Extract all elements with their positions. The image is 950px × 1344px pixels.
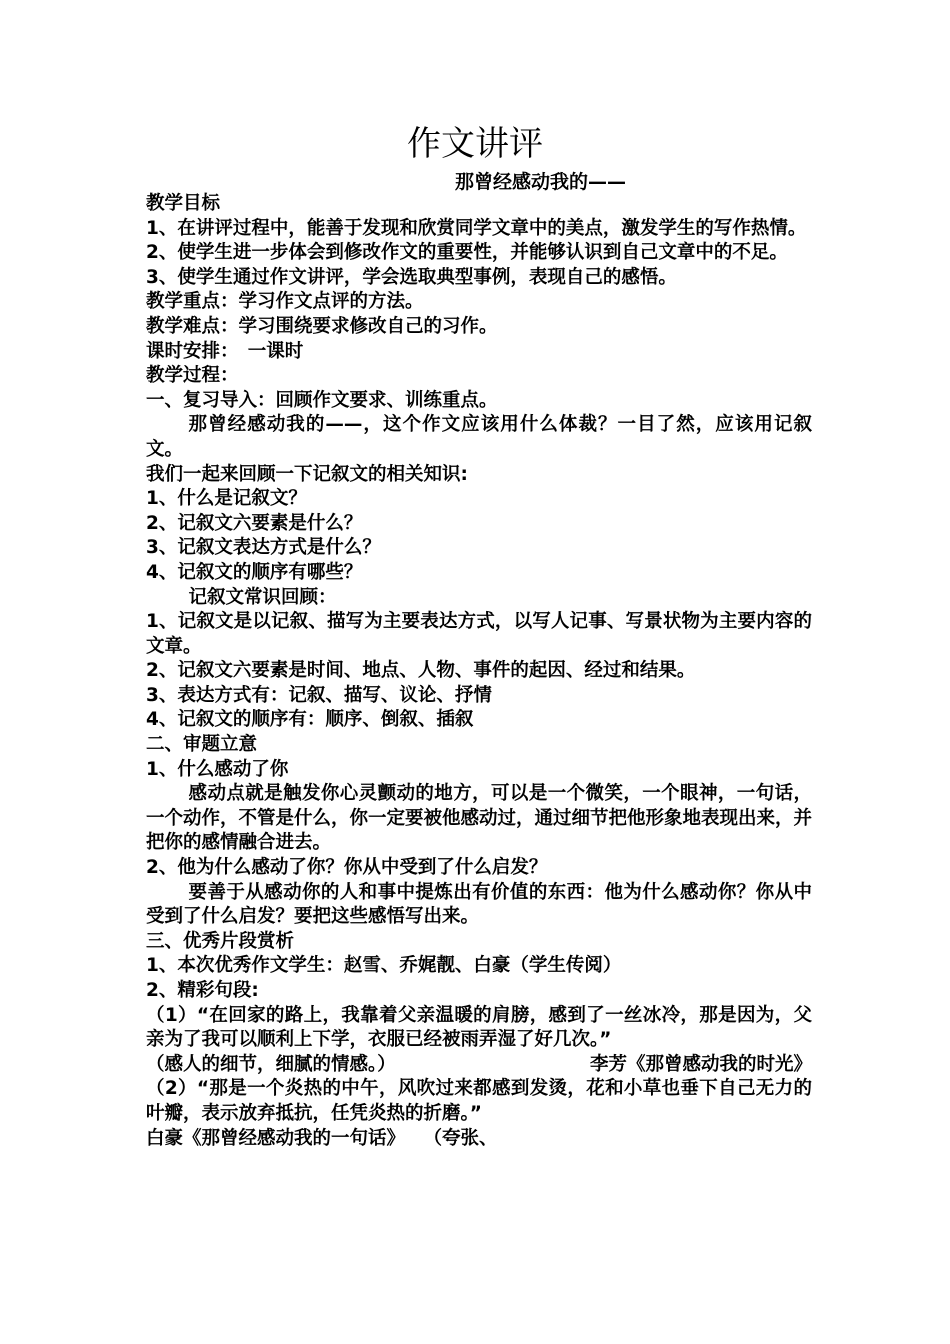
section-heading: 二、审题立意 (146, 734, 258, 756)
list-item: 2、他为什么感动了你？你从中受到了什么启发？ (146, 857, 548, 879)
section-heading: 教学过程： (146, 365, 239, 387)
list-item: 1、本次优秀作文学生：赵雪、乔娓靓、白豪（学生传阅） (146, 955, 622, 977)
list-item: 1、什么是记叙文？ (146, 488, 307, 510)
paragraph: 教学重点：学习作文点评的方法。 (146, 291, 424, 313)
paragraph: 3、使学生通过作文讲评，学会选取典型事例，表现自己的感悟。 (146, 266, 677, 288)
list-item: 3、表达方式有：记叙、描写、议论、抒情 (146, 684, 492, 706)
paragraph: 课时安排： 一课时 (146, 340, 304, 362)
paragraph: 教学难点：学习围绕要求修改自己的习作。 (146, 315, 498, 337)
document-title: 作文讲评 (407, 124, 543, 164)
list-item: 2、记叙文六要素是什么？ (146, 512, 363, 534)
quote: （1）“在回家的路上，我靠着父亲温暖的肩膀，感到了一丝冰冷，那是因为，父亲为了我可以顺利上下学，衣服已经被雨弄湿了好几次。” (146, 1004, 812, 1051)
list-item: 1、记叙文是以记叙、描写为主要表达方式，以写人记事、写景状物为主要内容的文章。 (146, 611, 812, 657)
section-heading: 教学目标 (146, 193, 221, 214)
paragraph: 要善于从感动你的人和事中提炼出有价值的东西：他为什么感动你？你从中受到了什么启发？要把这些感悟写出来。 (146, 881, 812, 928)
paragraph: 1、在讲评过程中，能善于发现和欣赏同学文章中的美点，激发学生的写作热情。 (146, 217, 807, 239)
paragraph: 我们一起来回顾一下记叙文的相关知识: (146, 463, 468, 485)
list-item: 3、记叙文表达方式是什么？ (146, 537, 381, 559)
list-item: 2、记叙文六要素是时间、地点、人物、事件的起因、经过和结果。 (146, 660, 696, 682)
document-body (146, 192, 812, 1151)
section-heading: 三、优秀片段赏析 (146, 930, 295, 952)
list-item: 2、精彩句段: (146, 980, 259, 1001)
list-item: 4、记叙文的顺序有哪些？ (146, 561, 363, 583)
paragraph: 那曾经感动我的——，这个作文应该用什么体裁？一目了然，应该用记叙文。 (146, 414, 812, 460)
section-heading: 一、复习导入：回顾作文要求、训练重点。 (146, 389, 498, 411)
quote-comment-line (146, 1053, 812, 1078)
quote-source: 白豪《那曾经感动我的一句话》 （夸张、 (146, 1127, 498, 1149)
list-item: 4、记叙文的顺序有：顺序、倒叙、插叙 (146, 709, 474, 731)
quote-source: 李芳《那曾感动我的时光》 (589, 1053, 812, 1075)
quote: （2）“那是一个炎热的中午，风吹过来都感到发烫，花和小草也垂下自己无力的叶瓣，表示放弃抵抗，任凭炎热的折磨。” (146, 1078, 812, 1124)
paragraph: 感动点就是触发你心灵颤动的地方，可以是一个微笑，一个眼神，一句话，一个动作，不管是什么，你一定要被他感动过，通过细节把他形象地表现出来，并把你的感情融合进去。 (146, 783, 813, 854)
paragraph: 2、使学生进一步体会到修改作文的重要性，并能够认识到自己文章中的不足。 (146, 242, 788, 264)
section-heading: 记叙文常识回顾： (188, 586, 337, 608)
quote-comment: （感人的细节，细腻的情感。） (146, 1053, 396, 1075)
list-item: 1、什么感动了你 (146, 758, 289, 780)
document-subtitle: 那曾经感动我的—— (455, 171, 627, 193)
